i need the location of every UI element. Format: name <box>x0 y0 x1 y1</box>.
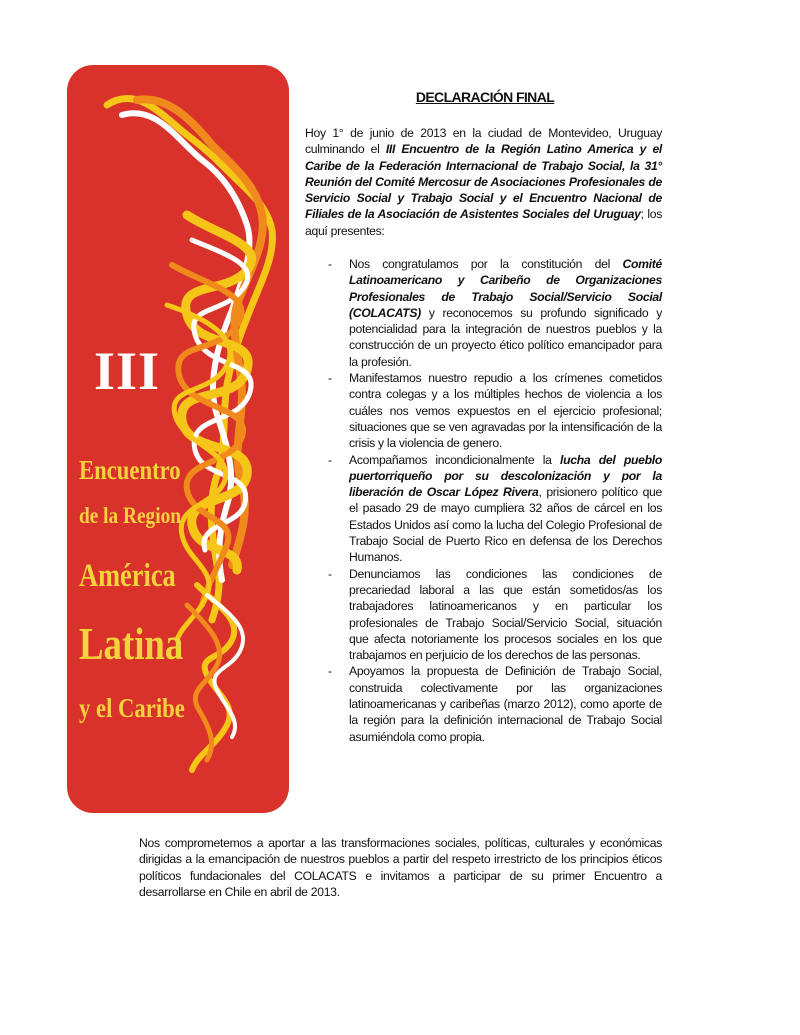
list-dash: - <box>328 371 332 386</box>
declaration-list <box>328 256 662 745</box>
item-text: y reconocemos su profundo significado y potencialidad para la integración de nuestros pueblos y la construcción de un proyecto ético político emancipador para la profesión. <box>349 305 662 369</box>
list-item <box>328 663 662 744</box>
poster-line-caribe: y el Caribe <box>79 693 185 723</box>
intro-paragraph <box>305 125 662 239</box>
intro-text: Hoy 1° de junio de 2013 en la ciudad de Montevideo, Uruguay culminando el <box>305 126 662 157</box>
intro-text-end: ; los aquí presentes: <box>305 207 663 238</box>
item-text: Apoyamos la propuesta de Definición de Trabajo Social, construida colectivamente por las organizaciones latinoamericanas y caribeñas (marzo 2012), como aporte de la región para la definición internacional de Trabajo Social asumiéndola como propia. <box>349 664 662 744</box>
intro-event-names: III Encuentro de la Región Latino America y el Caribe de la Federación Internacional de Trabajo Social, la 31° Reunión del Comité Mercosur de Asociaciones Profesionales de Servicio Social y Trabajo Social y el Encuentro Nacional de Filiales de la Asociación de Asistentes Sociales del Uruguay <box>305 142 663 222</box>
item-text: Denunciamos las condiciones las condiciones de precariedad laboral a las que están sometidos/as los trabajadores latinoamericanos y en particular los profesionales de Trabajo Social/Servicio Social, situación que afecta notoriamente los procesos sociales en los que trabajamos en perjuicio de los derechos de las personas. <box>349 566 662 663</box>
item-text: Acompañamos incondicionalmente la <box>349 452 561 467</box>
poster-line-region: de la Region <box>79 503 181 528</box>
list-item <box>328 452 662 566</box>
list-item <box>328 566 662 664</box>
list-dash: - <box>328 452 332 467</box>
list-dash: - <box>328 566 332 581</box>
poster-line-encuentro: Encuentro <box>79 455 181 485</box>
poster-roman-numeral: III <box>93 341 161 401</box>
encuentro-poster <box>67 65 289 813</box>
list-item <box>328 370 662 451</box>
item-text: Nos congratulamos por la constitución del <box>349 257 623 271</box>
list-dash: - <box>328 257 332 271</box>
poster-line-latina: Latina <box>79 618 184 669</box>
closing-paragraph: Nos comprometemos a aportar a las transformaciones sociales, políticas, culturales y económicas dirigidas a la emancipación de nuestros pueblos a partir del respeto irrestricto de los principios éticos políticos fundacionales del COLACATS e invitamos a participar de su primer Encuentro a desarrollarse en Chile en abril de 2013. <box>139 836 662 899</box>
poster-line-america: América <box>79 558 176 594</box>
list-dash: - <box>328 664 332 679</box>
list-item <box>328 256 662 370</box>
item-emphasis: Comité Latinoamericano y Caribeño de Organizaciones Profesionales de Trabajo Social/Servicio Social (COLACATS) <box>349 257 662 320</box>
item-text: Manifestamos nuestro repudio a los crímenes cometidos contra colegas y a los múltiples hechos de violencia a los cuáles nos vemos expuestos en el ejercicio profesional; situaciones que se ven agravadas por la intensificación de la crisis y la violencia de genero. <box>349 371 662 451</box>
document-title: DECLARACIÓN FINAL <box>415 89 555 105</box>
item-emphasis: lucha del pueblo puertorriqueño por su descolonización y por la liberación de Oscar López Rivera <box>349 452 662 500</box>
item-text: , prisionero político que el pasado 29 de mayo cumpliera 32 años de cárcel en los Estados Unidos así como la lucha del Colegio Profesional de Trabajo Social de Puerto Rico en defensa de los Derechos Humanos. <box>349 485 663 565</box>
